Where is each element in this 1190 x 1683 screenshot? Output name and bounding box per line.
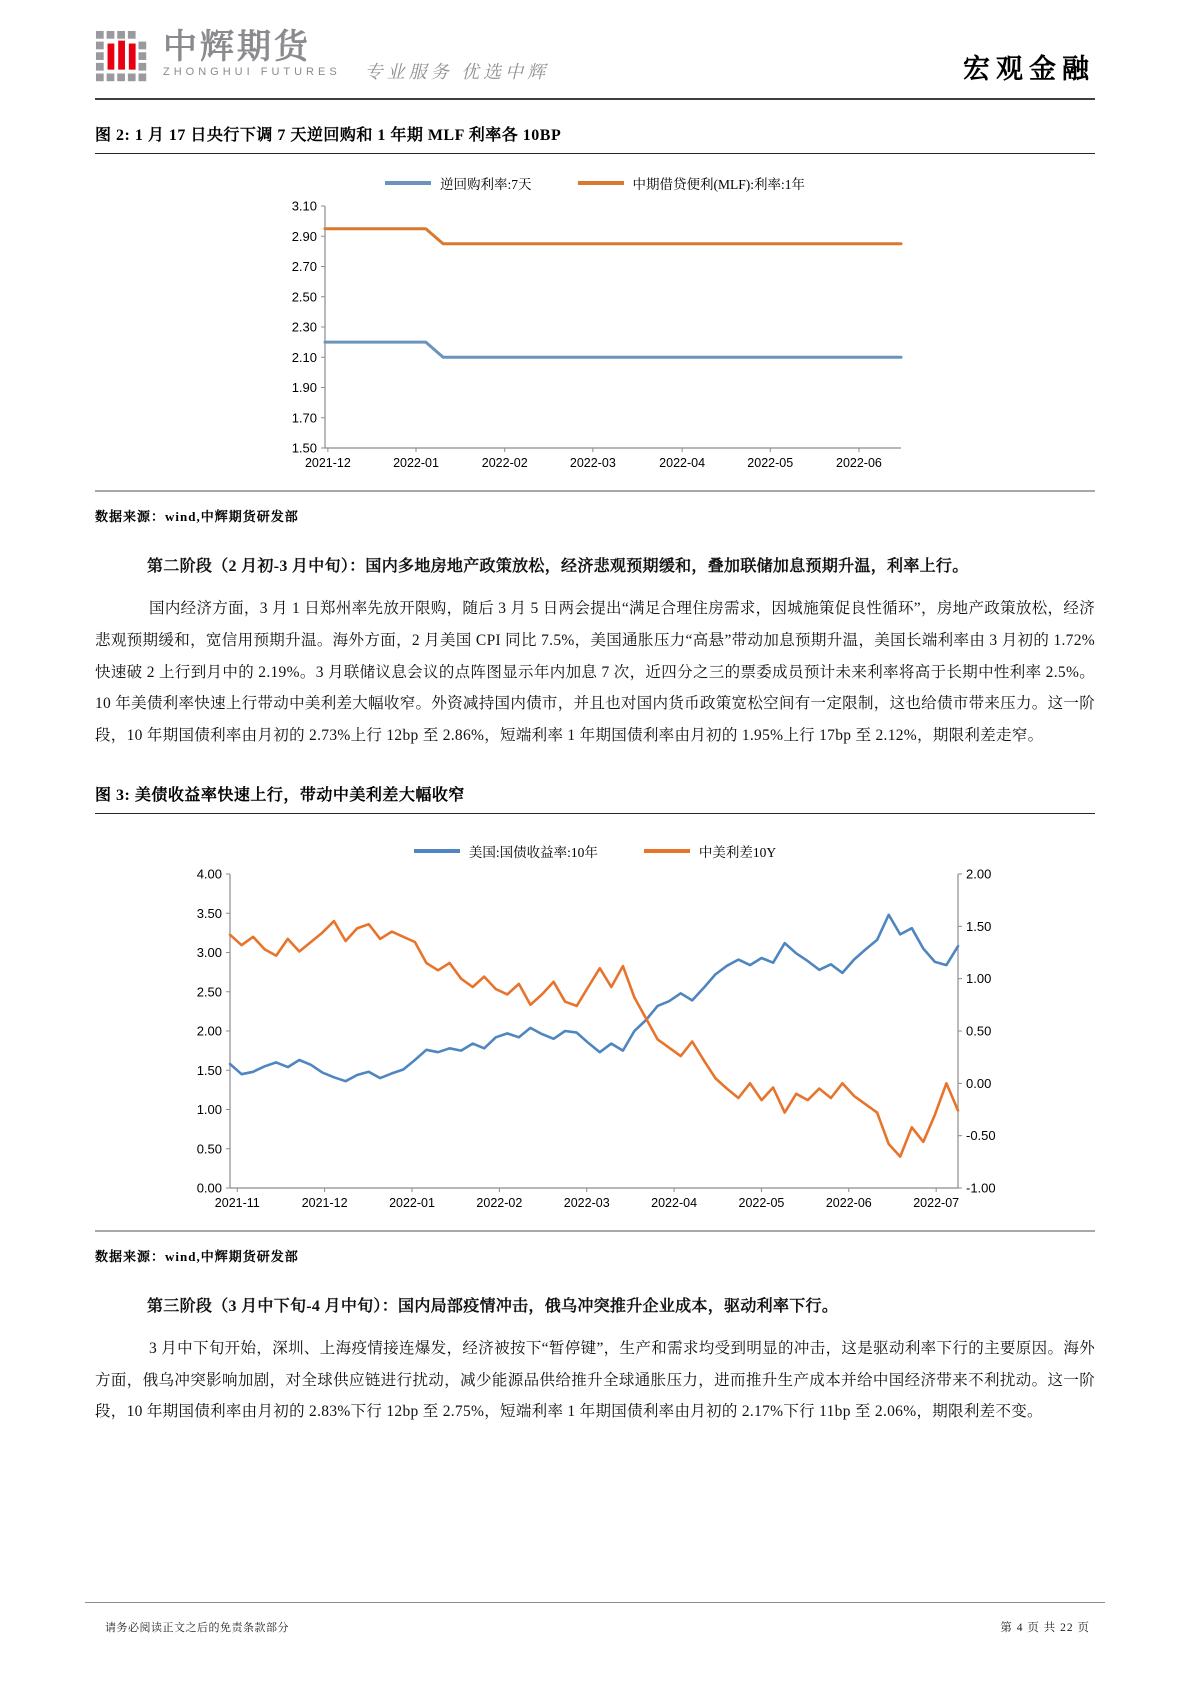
legend-label: 中美利差10Y [698,844,777,860]
svg-text:0.50: 0.50 [966,1023,992,1039]
brand-tagline: 专业服务 优选中辉 [364,62,550,82]
page-header [0,0,1190,98]
legend-label: 中期借贷便利(MLF):利率:1年 [632,177,806,192]
svg-text:-1.00: -1.00 [966,1180,996,1196]
svg-text:1.50: 1.50 [966,918,992,934]
svg-text:3.50: 3.50 [196,905,222,921]
figure2-legend [275,172,915,194]
svg-text:0.00: 0.00 [966,1075,992,1091]
stage2-body: 国内经济方面，3 月 1 日郑州率先放开限购，随后 3 月 5 日两会提出“满足合理住房需求，因城施策促良性循环”，房地产政策放松，经济悲观预期缓和，宽信用预期升温。海外方面，2 月美国 CPI 同比 7.5%，美国通胀压力“高悬”带动加息预期升温，美国长端利率由 3 月初的 1.72%快速破 2 上行到月中的 2.19%。3 月联储议息会议的点阵图显示年内加息 7 次，近四分之三的票委成员预计未来利率将高于长期中性利率 2.5%。10 年美债利率快速上行带动中美利差大幅收窄。外资减持国内债市，并且也对国内货币政策宽松空间有一定限制，这也给债市带来压力。这一阶段，10 年期国债利率由月初的 2.73%上行 12bp 至 2.86%，短端利率 1 年期国债利率由月初的 1.95%上行 17bp 至 2.12%，期限利差走窄。 [95,600,1095,745]
svg-text:2022-03: 2022-03 [563,1195,610,1210]
stage2-heading: 第二阶段（2 月初-3 月中旬）：国内多地房地产政策放松，经济悲观预期缓和，叠加联储加息预期升温，利率上行。 [147,558,969,575]
svg-text:2.30: 2.30 [291,319,317,335]
svg-text:1.50: 1.50 [196,1062,222,1078]
svg-text:2022-01: 2022-01 [393,456,439,470]
svg-text:2.90: 2.90 [291,228,317,244]
svg-text:2021-12: 2021-12 [304,456,351,470]
svg-text:0.00: 0.00 [196,1180,222,1196]
svg-text:2021-12: 2021-12 [301,1195,348,1210]
zhonghui-logo-icon [95,30,153,88]
footer-page-number: 第 4 页 共 22 页 [1000,1622,1090,1634]
svg-text:2.00: 2.00 [196,1023,222,1039]
header-divider [95,98,1095,100]
svg-text:1.70: 1.70 [291,410,317,426]
svg-text:2021-11: 2021-11 [214,1195,260,1210]
figure3-title-rule [95,813,1095,814]
figure2-chart [275,172,915,476]
svg-text:1.00: 1.00 [196,1101,222,1117]
legend-label: 美国:国债收益率:10年 [468,844,598,860]
figure3-source: 数据来源：wind,中辉期货研发部 [95,1248,299,1264]
footer-disclaimer: 请务必阅读正文之后的免责条款部分 [105,1622,289,1634]
legend-line-swatch [414,849,460,853]
legend-item [385,173,532,193]
svg-text:2.70: 2.70 [291,259,317,274]
figure3-bottom-rule [95,1230,1095,1232]
figure2-chart-svg [275,196,915,476]
svg-text:2022-04: 2022-04 [651,1195,698,1210]
svg-text:2022-02: 2022-02 [481,456,528,470]
svg-text:2.50: 2.50 [291,289,317,305]
svg-text:3.10: 3.10 [291,198,317,214]
svg-text:2.10: 2.10 [291,349,317,365]
figure3-chart [180,840,1010,1216]
svg-text:1.00: 1.00 [966,970,992,986]
svg-text:1.90: 1.90 [291,380,317,395]
svg-text:2.00: 2.00 [966,866,992,882]
svg-text:2022-07: 2022-07 [913,1195,960,1210]
figure2-source: 数据来源：wind,中辉期货研发部 [95,509,299,524]
svg-text:2022-04: 2022-04 [659,456,706,470]
svg-text:-0.50: -0.50 [966,1127,996,1143]
svg-text:2.50: 2.50 [196,984,222,1000]
svg-text:2022-05: 2022-05 [738,1195,785,1210]
legend-item [578,173,806,193]
svg-text:0.50: 0.50 [196,1141,222,1157]
svg-text:2022-06: 2022-06 [825,1195,872,1210]
legend-item [414,841,598,861]
svg-text:2022-06: 2022-06 [836,456,882,470]
brand-block [95,30,549,88]
footer-divider [85,1602,1105,1603]
figure2-title: 图 2: 1 月 17 日央行下调 7 天逆回购和 1 年期 MLF 利率各 10BP [95,127,562,144]
figure3-chart-svg [180,864,1010,1216]
svg-text:3.00: 3.00 [196,944,222,960]
svg-text:2022-01: 2022-01 [389,1195,435,1210]
brand-name-en: ZHONGHUI FUTURES [163,65,341,78]
brand-text [163,30,341,78]
svg-text:2022-03: 2022-03 [569,456,616,470]
legend-line-swatch [644,849,690,853]
stage3-body: 3 月中下旬开始，深圳、上海疫情接连爆发，经济被按下“暂停键”，生产和需求均受到明显的冲击，这是驱动利率下行的主要原因。海外方面，俄乌冲突影响加剧，对全球供应链进行扰动，减少能源品供给推升全球通胀压力，进而推升生产成本并给中国经济带来不利扰动。这一阶段，10 年期国债利率由月初的 2.83%下行 12bp 至 2.75%，短端利率 1 年期国债利率由月初的 2.17%下行 11bp 至 2.06%，期限利差不变。 [95,1339,1095,1421]
legend-line-swatch [385,181,431,185]
legend-label: 逆回购利率:7天 [439,177,532,192]
figure2-title-rule [95,153,1095,154]
stage3-heading: 第三阶段（3 月中下旬-4 月中旬）：国内局部疫情冲击，俄乌冲突推升企业成本，驱动利率下行。 [147,1297,839,1315]
figure3-title: 图 3: 美债收益率快速上行，带动中美利差大幅收窄 [95,786,465,804]
legend-item [644,841,776,861]
section-title: 宏观金融 [963,54,1095,84]
svg-text:2022-05: 2022-05 [747,456,794,470]
svg-text:4.00: 4.00 [196,866,222,882]
legend-line-swatch [578,181,624,185]
svg-text:2022-02: 2022-02 [476,1195,523,1210]
brand-name-cn: 中辉期货 [163,28,311,66]
svg-text:1.50: 1.50 [291,440,317,456]
figure2-bottom-rule [95,490,1095,492]
page-footer [85,1602,1105,1635]
figure3-legend [180,840,1010,862]
